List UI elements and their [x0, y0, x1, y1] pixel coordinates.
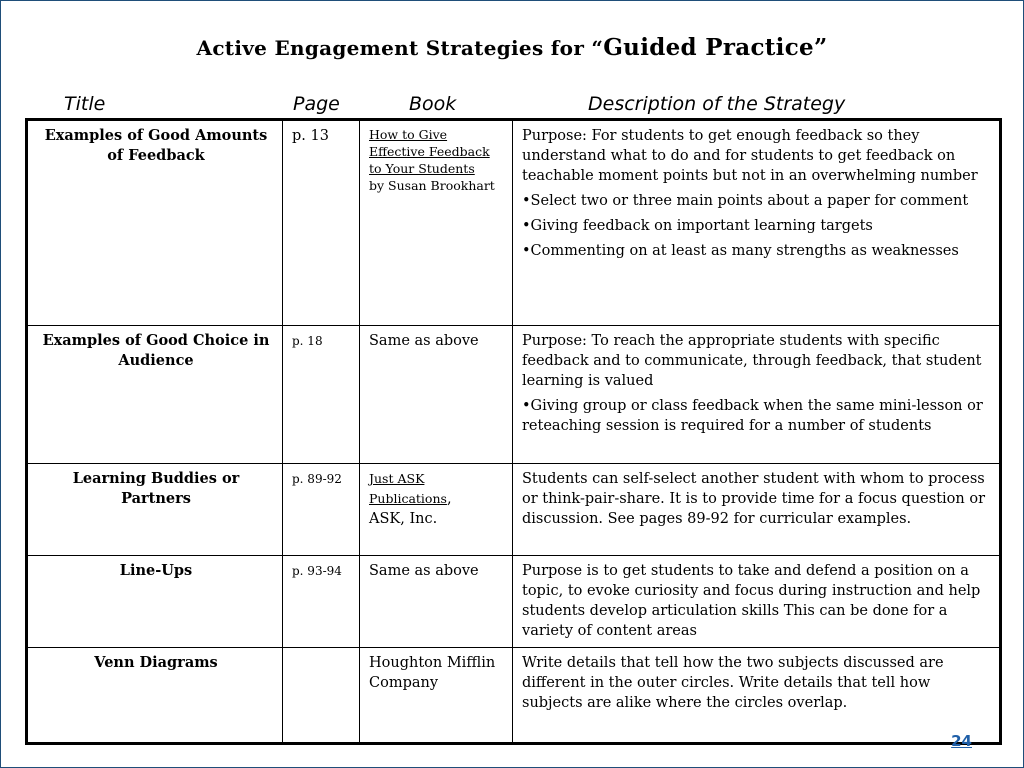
- row-description: [513, 464, 1001, 556]
- strategies-table: [25, 118, 1002, 745]
- row-book: Same as above: [360, 326, 513, 464]
- row-description: [513, 120, 1001, 326]
- book-publisher: ASK, Inc.: [369, 511, 438, 527]
- row-book: Same as above: [360, 556, 513, 648]
- table-row: [27, 464, 1001, 556]
- header-book: Book: [409, 93, 457, 115]
- row-description: [513, 648, 1001, 744]
- book-link-comma: ,: [446, 491, 452, 507]
- table-row: [27, 556, 1001, 648]
- description-purpose: Write details that tell how the two subjects discussed are different in the outer circles. Write details that tell how subjects are alike where the circles overlap.: [522, 655, 944, 711]
- row-title: Venn Diagrams: [27, 648, 283, 744]
- row-book: [360, 464, 513, 556]
- row-page: p. 93-94: [283, 556, 360, 648]
- row-title: Line-Ups: [27, 556, 283, 648]
- description-purpose: Purpose: To reach the appropriate students with specific feedback and to communicate, through feedback, that student learning is valued: [522, 333, 982, 389]
- description-bullet: •Giving feedback on important learning targets: [522, 218, 873, 234]
- row-book: Houghton Mifflin Company: [360, 648, 513, 744]
- description-purpose: Purpose is to get students to take and defend a position on a topic, to evoke curiosity and focus during instruction and help students develop articulation skills This can be done for a variety of content areas: [522, 563, 981, 639]
- row-title: Examples of Good Amounts of Feedback: [27, 120, 283, 326]
- slide-title: [0, 34, 1024, 61]
- description-purpose: Students can self-select another student with whom to process or think-pair-share. It is to provide time for a focus question or discussion. See pages 89-92 for curricular examples.: [522, 471, 986, 527]
- book-link[interactable]: Just ASK Publications: [369, 471, 447, 506]
- row-book: [360, 120, 513, 326]
- description-purpose: Purpose: For students to get enough feedback so they understand what to do and for students to get feedback on teachable moment points but not in an overwhelming number: [522, 128, 978, 184]
- row-title: Learning Buddies or Partners: [27, 464, 283, 556]
- row-title: Examples of Good Choice in Audience: [27, 326, 283, 464]
- row-page: p. 13: [283, 120, 360, 326]
- book-link[interactable]: How to Give Effective Feedback to Your Students: [369, 127, 490, 176]
- book-author: by Susan Brookhart: [369, 178, 495, 193]
- table-row: [27, 120, 1001, 326]
- title-highlight: Guided Practice”: [603, 34, 828, 61]
- table-row: [27, 326, 1001, 464]
- title-main: Active Engagement Strategies for “: [196, 36, 604, 60]
- row-page: p. 89-92: [283, 464, 360, 556]
- row-page: [283, 648, 360, 744]
- header-description: Description of the Strategy: [588, 93, 846, 115]
- description-bullet: •Giving group or class feedback when the same mini-lesson or reteaching session is required for a number of students: [522, 398, 983, 434]
- slide-number: 24: [951, 732, 972, 750]
- description-bullet: •Commenting on at least as many strengths as weaknesses: [522, 243, 959, 259]
- row-page: p. 18: [283, 326, 360, 464]
- row-description: [513, 326, 1001, 464]
- header-page: Page: [293, 93, 340, 115]
- description-bullet: •Select two or three main points about a paper for comment: [522, 193, 969, 209]
- row-description: [513, 556, 1001, 648]
- table-row: [27, 648, 1001, 744]
- header-title: Title: [64, 93, 106, 115]
